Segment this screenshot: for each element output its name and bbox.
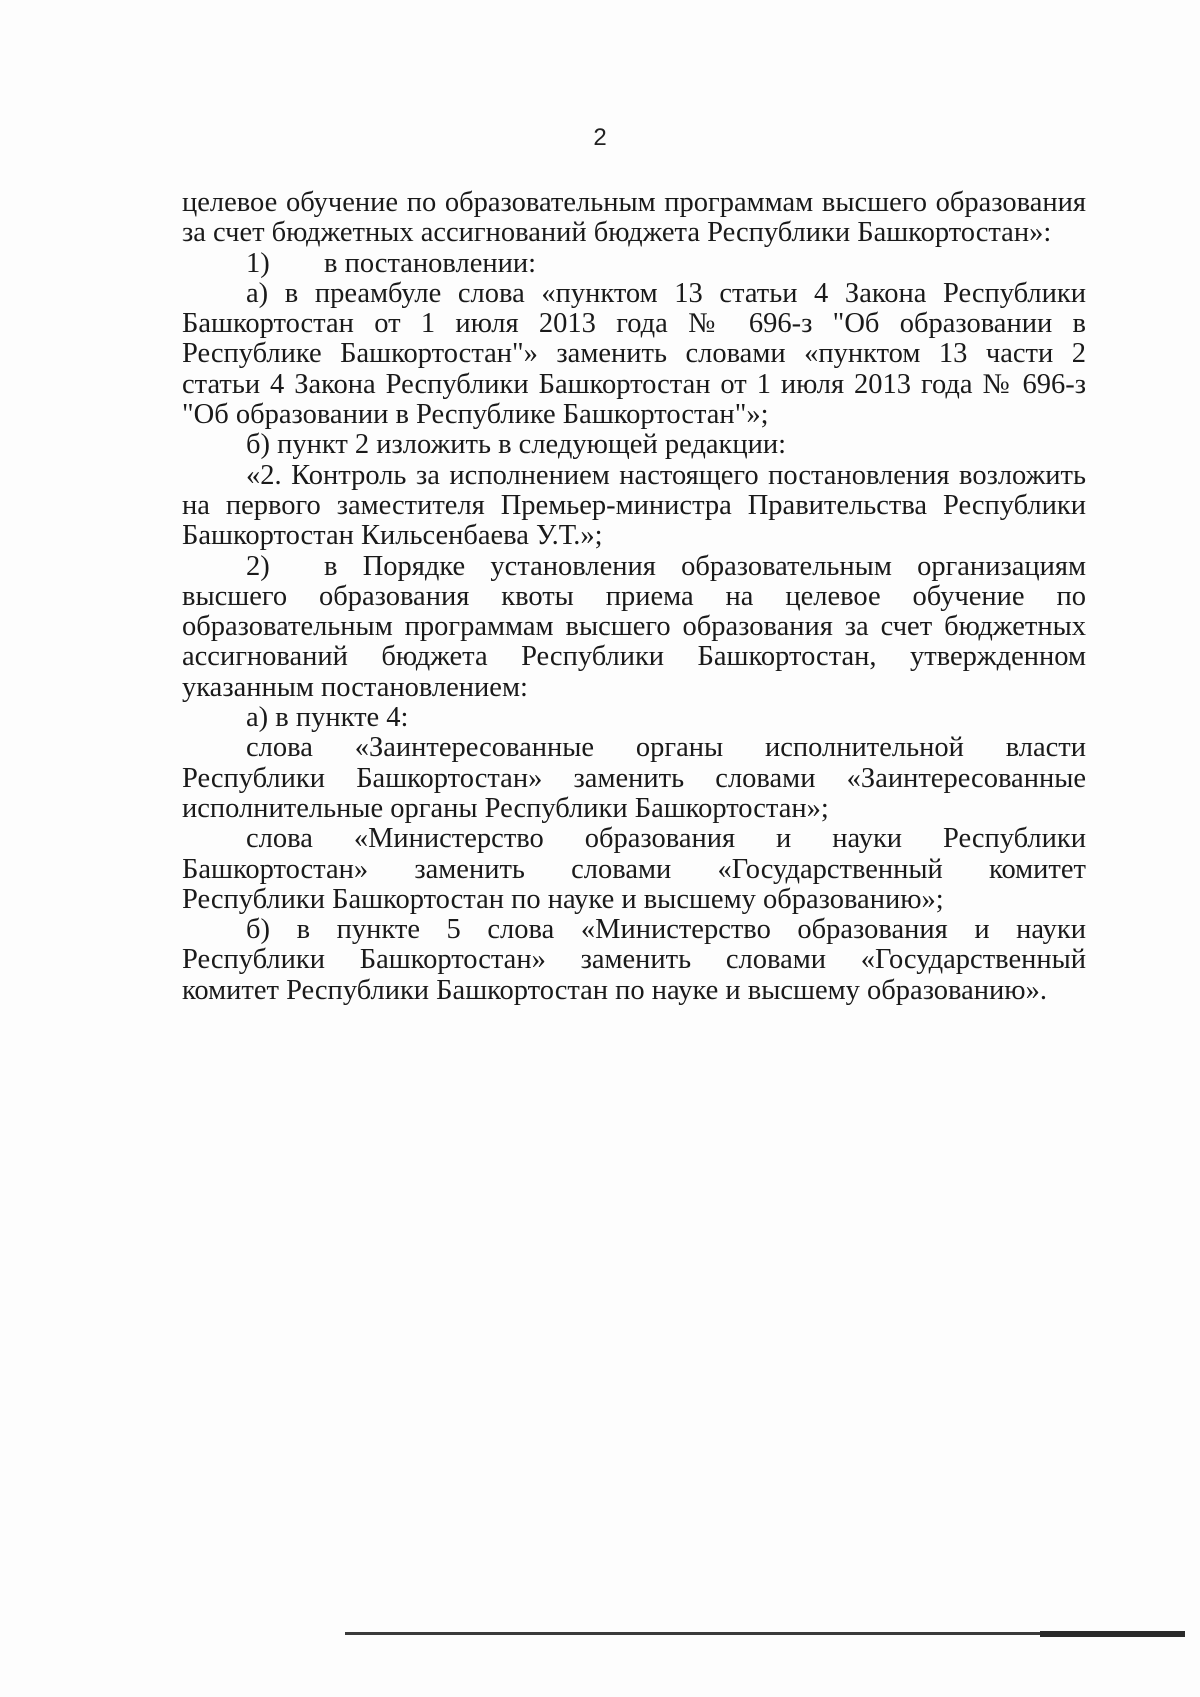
item-number: 1) — [246, 247, 270, 279]
text-line: слова «Министерство образования и науки Республики — [246, 823, 1086, 855]
text-line: слова «Заинтересованные органы исполнительной власти — [246, 732, 1086, 764]
document-body — [182, 188, 1086, 1006]
text-line: Башкортостан от 1 июля 2013 года № 696-з "Об образовании в — [182, 308, 1086, 340]
text-line: в постановлении: — [324, 247, 537, 279]
text-line: ассигнований бюджета Республики Башкортостан, утвержденном — [182, 641, 1086, 673]
bottom-divider-thick — [1040, 1631, 1185, 1637]
text-line: статьи 4 Закона Республики Башкортостан от 1 июля 2013 года № 696-з — [182, 368, 1086, 400]
text-line: "Об образовании в Республике Башкортостан"»; — [182, 399, 769, 431]
text-line: б) пункт 2 изложить в следующей редакции: — [246, 429, 787, 461]
text-line: Башкортостан Кильсенбаева У.Т.»; — [182, 520, 603, 552]
text-line: целевое обучение по образовательным программам высшего образования — [182, 187, 1086, 218]
page-number: 2 — [593, 124, 607, 151]
text-line: «2. Контроль за исполнением настоящего постановления возложить — [246, 459, 1086, 491]
text-line: б) в пункте 5 слова «Министерство образования и науки — [246, 914, 1086, 946]
text-line: за счет бюджетных ассигнований бюджета Республики Башкортостан»: — [182, 217, 1052, 249]
item-number: 2) — [246, 550, 270, 582]
text-line: высшего образования квоты приема на целевое обучение по — [182, 580, 1086, 612]
text-line: Республике Башкортостан"» заменить словами «пунктом 13 части 2 — [182, 338, 1086, 370]
text-line: указанным постановлением: — [182, 671, 528, 703]
text-line: комитет Республики Башкортостан по науке и высшему образованию». — [182, 974, 1047, 1006]
text-line: а) в пункте 4: — [246, 702, 409, 734]
text-line: в Порядке установления образовательным организациям — [324, 550, 1086, 582]
text-line: образовательным программам высшего образования за счет бюджетных — [182, 611, 1086, 643]
text-line: а) в преамбуле слова «пунктом 13 статьи 4 Закона Республики — [246, 277, 1086, 309]
text-line: Башкортостан» заменить словами «Государственный комитет — [182, 853, 1086, 885]
text-line: Республики Башкортостан по науке и высшему образованию»; — [182, 883, 944, 915]
text-line: на первого заместителя Премьер-министра Правительства Республики — [182, 489, 1086, 521]
text-line: Республики Башкортостан» заменить словами «Заинтересованные — [182, 762, 1086, 794]
list-item-1 — [182, 249, 1086, 279]
text-line: исполнительные органы Республики Башкортостан»; — [182, 792, 829, 824]
list-item-2 — [182, 552, 1086, 582]
text-line: Республики Башкортостан» заменить словами «Государственный — [182, 944, 1086, 976]
